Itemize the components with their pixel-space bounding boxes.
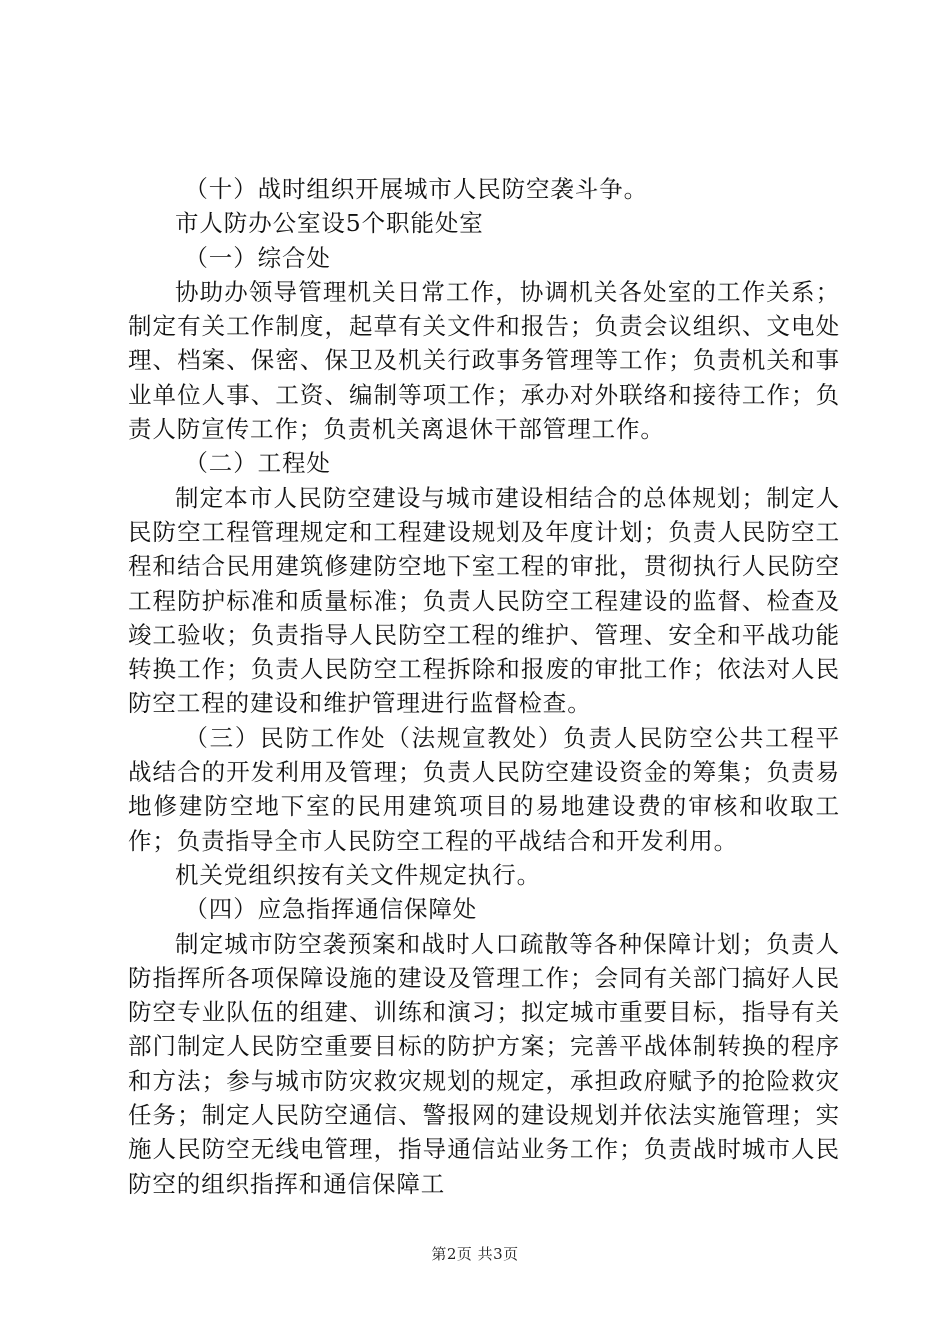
paragraph-item-10: （十）战时组织开展城市人民防空袭斗争。 — [184, 175, 648, 203]
paragraph-emergency-division: 制定城市防空袭预案和战时人口疏散等各种保障计划；负责人防指挥所各项保障设施的建设及管理工作；会同有关部门搞好人民防空专业队伍的组建、训练和演习；拟定城市重要目标，指导有关部门制定人民防空重要目标的防护方案；完善平战体制转换的程序和方法；参与城市防灾救灾规划的规定，承担政府赋予的抢险救灾任务；制定人民防空通信、警报网的建设规划并依法实施管理；实施人民防空无线电管理，指导通信站业务工作；负责战时城市人民防空的组织指挥和通信保障工 — [128, 929, 840, 1198]
paragraph-engineering-division: 制定本市人民防空建设与城市建设相结合的总体规划；制定人民防空工程管理规定和工程建设规划及年度计划；负责人民防空工程和结合民用建筑修建防空地下室工程的审批，贯彻执行人民防空工程防护标准和质量标准；负责人民防空工程建设的监督、检查及竣工验收；负责指导人民防空工程的维护、管理、安全和平战功能转换工作；负责人民防空工程拆除和报废的审批工作；依法对人民防空工程的建设和维护管理进行监督检查。 — [128, 483, 840, 718]
document-body — [128, 172, 840, 1201]
paragraph-civil-defense-division: （三）民防工作处（法规宣教处）负责人民防空公共工程平战结合的开发利用及管理；负责人民防空建设资金的筹集；负责易地修建防空地下室的民用建筑项目的易地建设费的审核和收取工作；负责指导全市人民防空工程的平战结合和开发利用。 — [128, 723, 840, 855]
paragraph-party-organization: 机关党组织按有关文件规定执行。 — [175, 860, 541, 889]
heading-engineering-division: （二）工程处 — [184, 449, 331, 478]
paragraph-general-division: 协助办领导管理机关日常工作，协调机关各处室的工作关系；制定有关工作制度，起草有关文件和报告；负责会议组织、文电处理、档案、保密、保卫及机关行政事务管理等工作；负责机关和事业单位人事、工资、编制等项工作；承办对外联络和接待工作；负责人防宣传工作；负责机关离退休干部管理工作。 — [128, 277, 840, 444]
page-number: 第2页 共3页 — [431, 1245, 519, 1263]
heading-emergency-division: （四）应急指挥通信保障处 — [184, 895, 478, 924]
paragraph-office-divisions: 市人防办公室设5个职能处室 — [175, 209, 484, 238]
heading-general-division: （一）综合处 — [184, 243, 331, 272]
